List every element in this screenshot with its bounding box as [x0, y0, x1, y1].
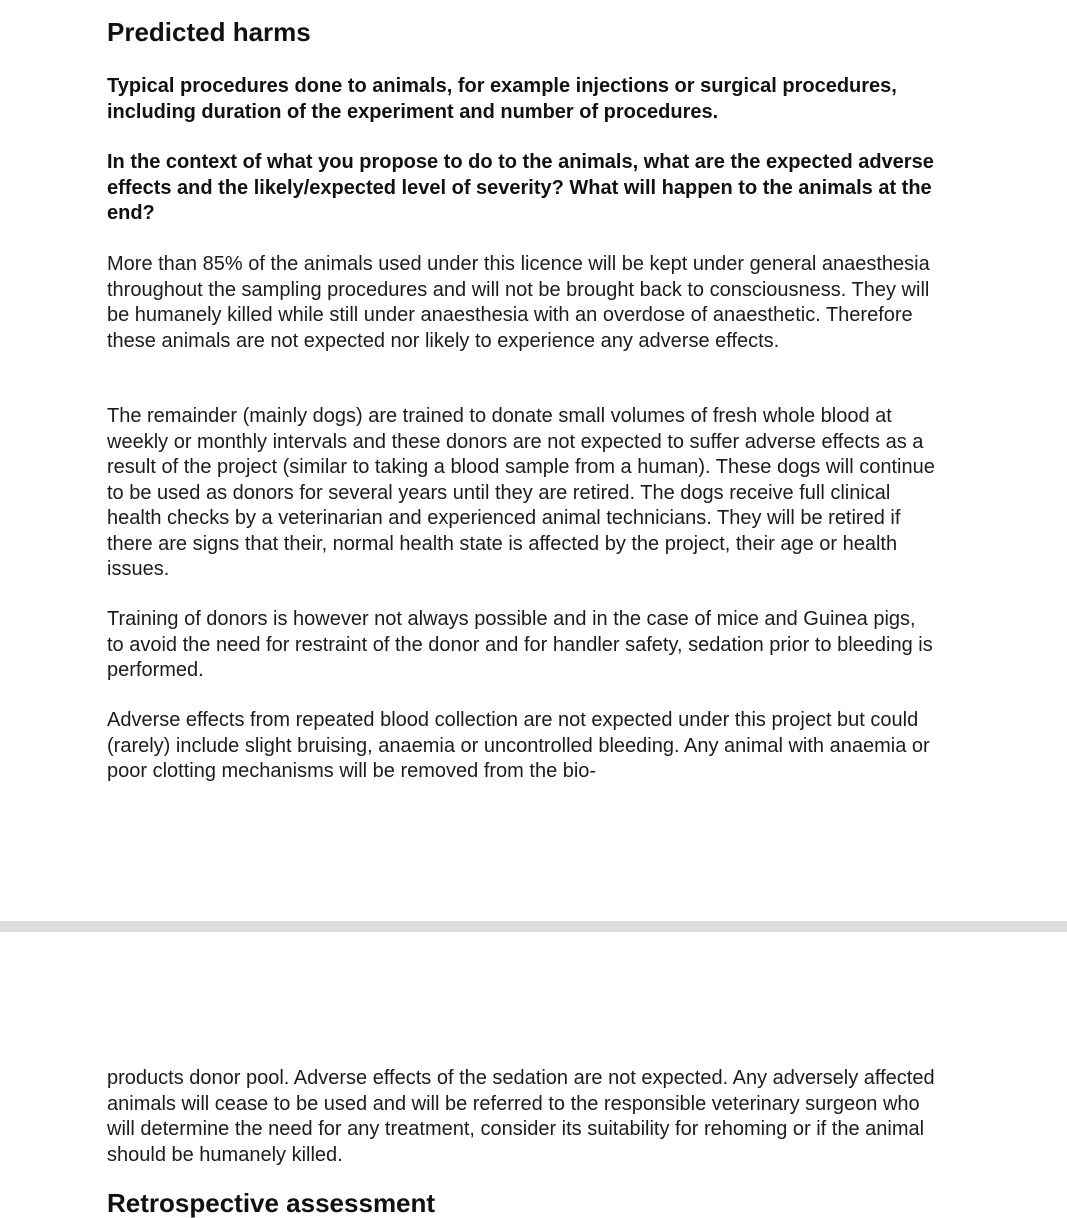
next-section-title: Retrospective assessment [107, 1188, 436, 1218]
paragraph-adverse-effects: Adverse effects from repeated blood collection are not expected under this project but could (rarely) include slight bruising, anaemia or uncontrolled bleeding. Any animal with anaemia or poor clotting mechanisms will be removed from the bio- [107, 709, 930, 782]
paragraph-sedation: Training of donors is however not always possible and in the case of mice and Guinea pigs, to avoid the need for restraint of the donor and for handler safety, sedation prior to bleeding is performed. [107, 608, 933, 681]
paragraph-anaesthesia: More than 85% of the animals used under this licence will be kept under general anaesthesia throughout the sampling procedures and will not be brought back to consciousness. They will be humanely killed while still under anaesthesia with an overdose of anaesthetic. Therefore these animals are not expected nor likely to experience any adverse effects. [107, 253, 930, 352]
section-title: Predicted harms [107, 17, 311, 47]
document-page-2 [0, 932, 1067, 1218]
paragraph-donor-dogs: The remainder (mainly dogs) are trained to donate small volumes of fresh whole blood at weekly or monthly intervals and these donors are not expected to suffer adverse effects as a result of the project (similar to taking a blood sample from a human). These dogs will continue to be used as donors for several years until they are retired. The dogs receive full clinical health checks by a veterinarian and experienced animal technicians. They will be retired if there are signs that their, normal health state is affected by the project, their age or health issues. [107, 405, 935, 580]
page-separator [0, 921, 1067, 932]
question-procedures: Typical procedures done to animals, for example injections or surgical procedures, including duration of the experiment and number of procedures. [107, 75, 897, 123]
question-adverse-effects: In the context of what you propose to do to the animals, what are the expected adverse effects and the likely/expected level of severity? What will happen to the animals at the end? [107, 151, 934, 224]
paragraph-continued: products donor pool. Adverse effects of the sedation are not expected. Any adversely affected animals will cease to be used and will be referred to the responsible veterinary surgeon who will determine the need for any treatment, consider its suitability for rehoming or if the animal should be humanely killed. [107, 1067, 935, 1166]
